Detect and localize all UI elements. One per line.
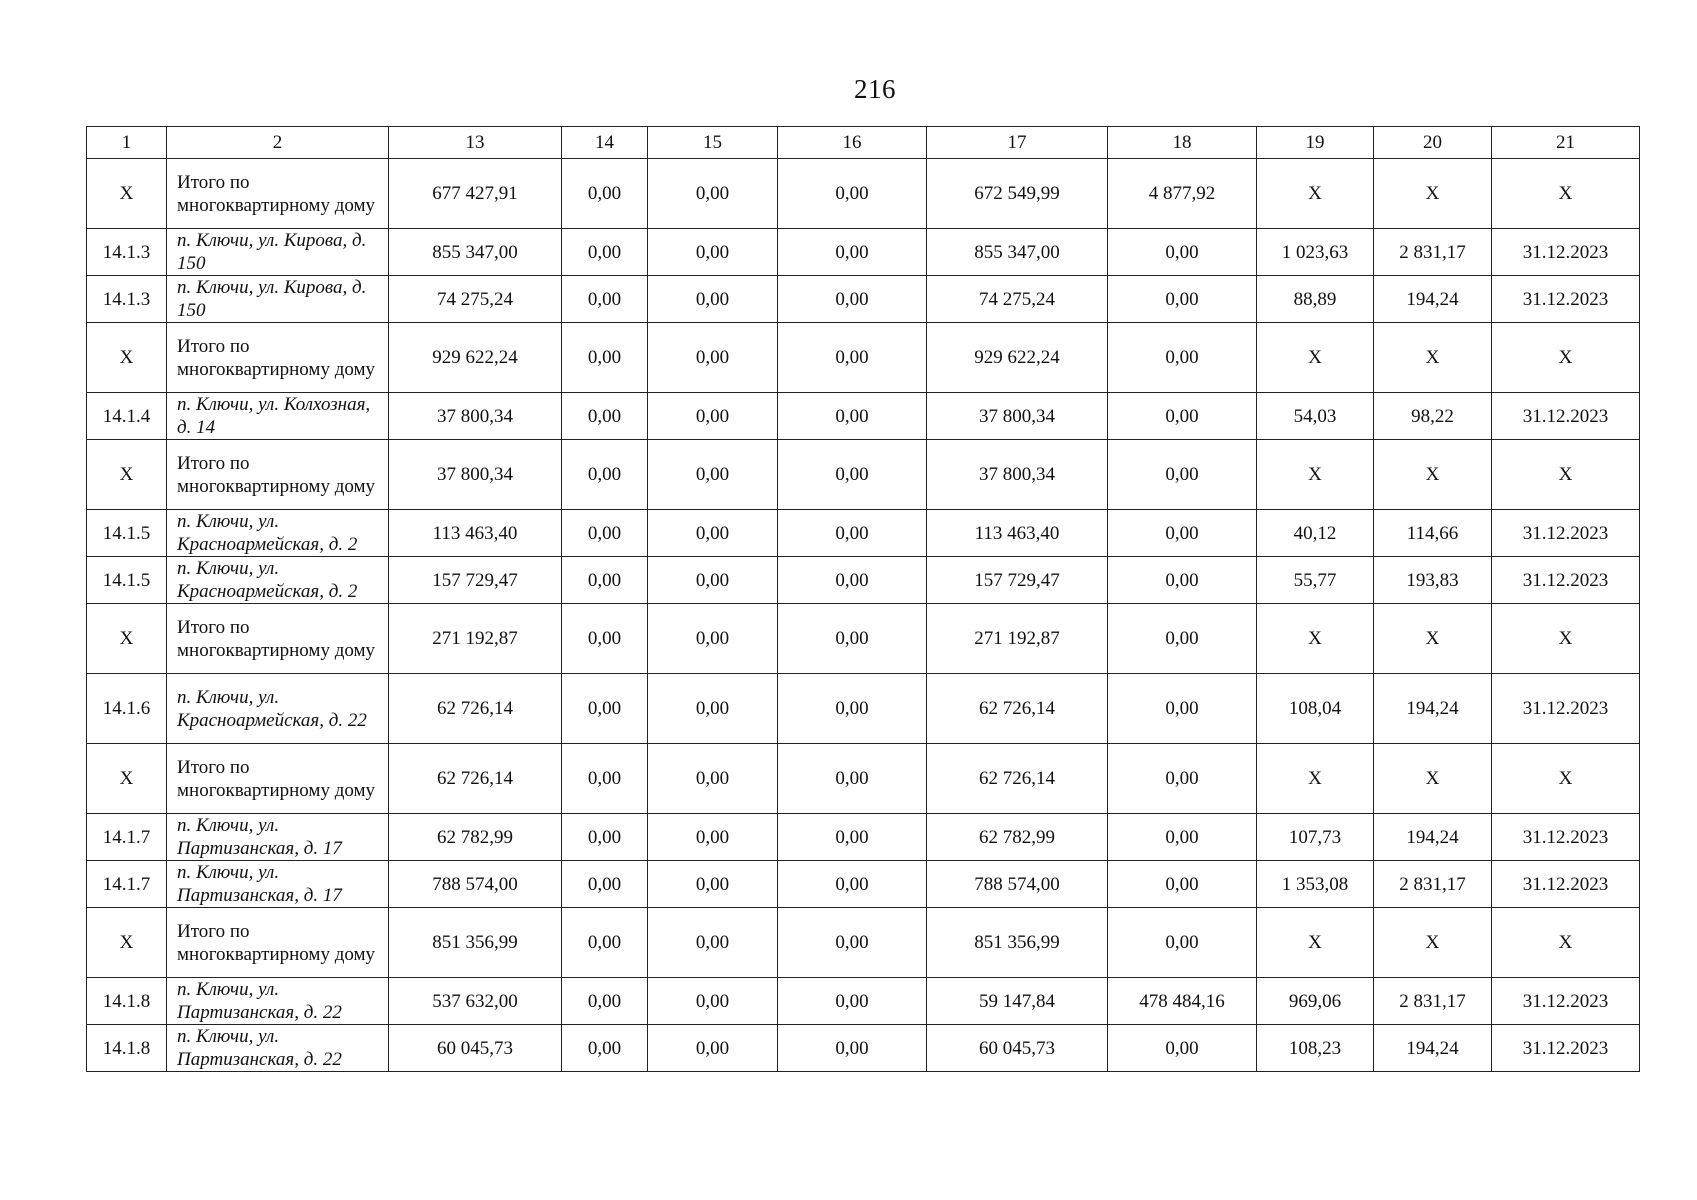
cell-col-14: 0,00 [562, 323, 648, 393]
cell-date: 31.12.2023 [1492, 229, 1640, 276]
cell-col-15: 0,00 [648, 1025, 778, 1072]
cell-col-19: 108,04 [1257, 674, 1374, 744]
cell-col-18: 0,00 [1108, 323, 1257, 393]
cell-date: 31.12.2023 [1492, 1025, 1640, 1072]
cell-col-19: 969,06 [1257, 978, 1374, 1025]
table-row [87, 978, 1640, 1025]
cell-date: X [1492, 159, 1640, 229]
table-row [87, 229, 1640, 276]
cell-row-number: X [87, 159, 167, 229]
cell-address: Итого по многоквартирному дому [167, 604, 389, 674]
cell-address: п. Ключи, ул. Кирова, д. 150 [167, 276, 389, 323]
cell-date: X [1492, 604, 1640, 674]
cell-col-16: 0,00 [778, 861, 927, 908]
cell-col-18: 0,00 [1108, 908, 1257, 978]
cell-col-14: 0,00 [562, 674, 648, 744]
cell-col-13: 537 632,00 [389, 978, 562, 1025]
cell-address: п. Ключи, ул. Партизанская, д. 17 [167, 861, 389, 908]
cell-col-19: 54,03 [1257, 393, 1374, 440]
cell-col-19: X [1257, 440, 1374, 510]
cell-address: Итого по многоквартирному дому [167, 908, 389, 978]
cell-address: Итого по многоквартирному дому [167, 323, 389, 393]
cell-col-13: 677 427,91 [389, 159, 562, 229]
column-header-2: 2 [167, 127, 389, 159]
table-row [87, 393, 1640, 440]
cell-col-14: 0,00 [562, 276, 648, 323]
cell-col-18: 0,00 [1108, 557, 1257, 604]
cell-col-19: 1 353,08 [1257, 861, 1374, 908]
cell-date: X [1492, 908, 1640, 978]
total-row [87, 440, 1640, 510]
cell-date: 31.12.2023 [1492, 557, 1640, 604]
cell-col-16: 0,00 [778, 159, 927, 229]
cell-col-18: 0,00 [1108, 674, 1257, 744]
column-header-14: 14 [562, 127, 648, 159]
cell-row-number: X [87, 323, 167, 393]
cell-address: п. Ключи, ул. Красноармейская, д. 22 [167, 674, 389, 744]
cell-col-19: 40,12 [1257, 510, 1374, 557]
cell-col-13: 855 347,00 [389, 229, 562, 276]
table-header-row [87, 127, 1640, 159]
cell-col-18: 0,00 [1108, 744, 1257, 814]
total-row [87, 908, 1640, 978]
cell-col-15: 0,00 [648, 510, 778, 557]
cell-row-number: 14.1.5 [87, 510, 167, 557]
cell-col-15: 0,00 [648, 393, 778, 440]
cell-col-19: X [1257, 604, 1374, 674]
cell-col-14: 0,00 [562, 557, 648, 604]
cell-col-13: 929 622,24 [389, 323, 562, 393]
cell-col-14: 0,00 [562, 604, 648, 674]
cell-address: п. Ключи, ул. Красноармейская, д. 2 [167, 510, 389, 557]
cell-col-15: 0,00 [648, 229, 778, 276]
cell-col-20: 114,66 [1374, 510, 1492, 557]
cell-col-15: 0,00 [648, 674, 778, 744]
cell-col-13: 60 045,73 [389, 1025, 562, 1072]
cell-col-16: 0,00 [778, 744, 927, 814]
cell-date: X [1492, 440, 1640, 510]
cell-address: Итого по многоквартирному дому [167, 744, 389, 814]
cell-col-18: 0,00 [1108, 604, 1257, 674]
cell-col-20: X [1374, 744, 1492, 814]
cell-col-17: 62 726,14 [927, 674, 1108, 744]
cell-col-16: 0,00 [778, 1025, 927, 1072]
cell-col-14: 0,00 [562, 440, 648, 510]
cell-row-number: X [87, 604, 167, 674]
cell-col-13: 851 356,99 [389, 908, 562, 978]
column-header-19: 19 [1257, 127, 1374, 159]
total-row [87, 159, 1640, 229]
cell-row-number: 14.1.6 [87, 674, 167, 744]
cell-col-19: 55,77 [1257, 557, 1374, 604]
cell-date: X [1492, 323, 1640, 393]
data-table [86, 126, 1640, 1072]
cell-col-16: 0,00 [778, 393, 927, 440]
cell-col-13: 74 275,24 [389, 276, 562, 323]
cell-col-20: X [1374, 159, 1492, 229]
cell-col-18: 0,00 [1108, 393, 1257, 440]
cell-col-14: 0,00 [562, 393, 648, 440]
table-row [87, 557, 1640, 604]
cell-col-19: 1 023,63 [1257, 229, 1374, 276]
total-row [87, 744, 1640, 814]
cell-col-14: 0,00 [562, 744, 648, 814]
cell-date: 31.12.2023 [1492, 978, 1640, 1025]
cell-col-16: 0,00 [778, 604, 927, 674]
cell-row-number: X [87, 908, 167, 978]
cell-col-14: 0,00 [562, 978, 648, 1025]
cell-col-19: 108,23 [1257, 1025, 1374, 1072]
cell-col-17: 37 800,34 [927, 440, 1108, 510]
column-header-17: 17 [927, 127, 1108, 159]
cell-col-20: 2 831,17 [1374, 861, 1492, 908]
cell-row-number: 14.1.7 [87, 814, 167, 861]
cell-col-13: 788 574,00 [389, 861, 562, 908]
cell-row-number: 14.1.4 [87, 393, 167, 440]
cell-col-15: 0,00 [648, 557, 778, 604]
cell-row-number: 14.1.8 [87, 978, 167, 1025]
cell-address: п. Ключи, ул. Партизанская, д. 22 [167, 1025, 389, 1072]
cell-col-20: X [1374, 323, 1492, 393]
cell-address: Итого по многоквартирному дому [167, 440, 389, 510]
cell-row-number: 14.1.5 [87, 557, 167, 604]
cell-date: 31.12.2023 [1492, 510, 1640, 557]
cell-col-15: 0,00 [648, 440, 778, 510]
cell-col-20: 98,22 [1374, 393, 1492, 440]
cell-col-13: 37 800,34 [389, 440, 562, 510]
cell-col-13: 62 726,14 [389, 674, 562, 744]
cell-col-17: 271 192,87 [927, 604, 1108, 674]
cell-col-20: 194,24 [1374, 814, 1492, 861]
cell-row-number: 14.1.8 [87, 1025, 167, 1072]
cell-address: п. Ключи, ул. Красноармейская, д. 2 [167, 557, 389, 604]
cell-col-14: 0,00 [562, 229, 648, 276]
cell-col-17: 157 729,47 [927, 557, 1108, 604]
table-row [87, 510, 1640, 557]
cell-col-16: 0,00 [778, 510, 927, 557]
cell-col-20: 2 831,17 [1374, 978, 1492, 1025]
cell-col-13: 157 729,47 [389, 557, 562, 604]
table-row [87, 674, 1640, 744]
cell-row-number: 14.1.3 [87, 276, 167, 323]
cell-date: X [1492, 744, 1640, 814]
cell-row-number: X [87, 440, 167, 510]
cell-date: 31.12.2023 [1492, 674, 1640, 744]
cell-col-20: 193,83 [1374, 557, 1492, 604]
total-row [87, 323, 1640, 393]
cell-col-18: 0,00 [1108, 510, 1257, 557]
cell-col-17: 60 045,73 [927, 1025, 1108, 1072]
column-header-20: 20 [1374, 127, 1492, 159]
cell-col-19: X [1257, 323, 1374, 393]
cell-col-14: 0,00 [562, 908, 648, 978]
column-header-15: 15 [648, 127, 778, 159]
column-header-13: 13 [389, 127, 562, 159]
cell-col-14: 0,00 [562, 861, 648, 908]
cell-col-18: 0,00 [1108, 229, 1257, 276]
cell-address: п. Ключи, ул. Партизанская, д. 17 [167, 814, 389, 861]
cell-col-18: 0,00 [1108, 440, 1257, 510]
cell-address: п. Ключи, ул. Кирова, д. 150 [167, 229, 389, 276]
cell-col-19: X [1257, 908, 1374, 978]
cell-col-18: 0,00 [1108, 861, 1257, 908]
column-header-1: 1 [87, 127, 167, 159]
cell-col-20: X [1374, 604, 1492, 674]
cell-col-13: 37 800,34 [389, 393, 562, 440]
page-number: 216 [854, 74, 896, 104]
cell-col-17: 62 782,99 [927, 814, 1108, 861]
cell-col-20: 194,24 [1374, 276, 1492, 323]
cell-col-15: 0,00 [648, 744, 778, 814]
cell-col-15: 0,00 [648, 604, 778, 674]
cell-col-17: 62 726,14 [927, 744, 1108, 814]
cell-col-18: 4 877,92 [1108, 159, 1257, 229]
cell-date: 31.12.2023 [1492, 861, 1640, 908]
cell-row-number: X [87, 744, 167, 814]
cell-col-16: 0,00 [778, 557, 927, 604]
cell-col-14: 0,00 [562, 1025, 648, 1072]
cell-col-19: X [1257, 159, 1374, 229]
cell-col-16: 0,00 [778, 814, 927, 861]
cell-address: Итого по многоквартирному дому [167, 159, 389, 229]
cell-col-15: 0,00 [648, 814, 778, 861]
cell-col-15: 0,00 [648, 159, 778, 229]
table-row [87, 861, 1640, 908]
cell-col-15: 0,00 [648, 908, 778, 978]
cell-col-17: 113 463,40 [927, 510, 1108, 557]
table-row [87, 814, 1640, 861]
cell-col-15: 0,00 [648, 978, 778, 1025]
cell-col-17: 788 574,00 [927, 861, 1108, 908]
cell-col-14: 0,00 [562, 510, 648, 557]
cell-col-15: 0,00 [648, 861, 778, 908]
cell-col-13: 62 726,14 [389, 744, 562, 814]
cell-col-17: 672 549,99 [927, 159, 1108, 229]
table-row [87, 1025, 1640, 1072]
column-header-18: 18 [1108, 127, 1257, 159]
column-header-21: 21 [1492, 127, 1640, 159]
table-body [87, 159, 1640, 1072]
cell-col-19: 88,89 [1257, 276, 1374, 323]
cell-col-13: 62 782,99 [389, 814, 562, 861]
cell-col-16: 0,00 [778, 908, 927, 978]
cell-address: п. Ключи, ул. Партизанская, д. 22 [167, 978, 389, 1025]
cell-col-16: 0,00 [778, 323, 927, 393]
cell-col-16: 0,00 [778, 229, 927, 276]
cell-col-15: 0,00 [648, 276, 778, 323]
cell-row-number: 14.1.3 [87, 229, 167, 276]
cell-col-20: 194,24 [1374, 674, 1492, 744]
cell-col-18: 0,00 [1108, 814, 1257, 861]
cell-col-14: 0,00 [562, 159, 648, 229]
cell-col-18: 0,00 [1108, 276, 1257, 323]
cell-col-20: 194,24 [1374, 1025, 1492, 1072]
cell-col-19: 107,73 [1257, 814, 1374, 861]
cell-col-17: 851 356,99 [927, 908, 1108, 978]
cell-col-16: 0,00 [778, 674, 927, 744]
table-row [87, 276, 1640, 323]
cell-col-17: 855 347,00 [927, 229, 1108, 276]
cell-col-13: 113 463,40 [389, 510, 562, 557]
cell-col-17: 59 147,84 [927, 978, 1108, 1025]
cell-col-16: 0,00 [778, 978, 927, 1025]
cell-col-20: X [1374, 908, 1492, 978]
cell-col-19: X [1257, 744, 1374, 814]
cell-col-16: 0,00 [778, 440, 927, 510]
cell-col-17: 929 622,24 [927, 323, 1108, 393]
cell-col-20: X [1374, 440, 1492, 510]
cell-address: п. Ключи, ул. Колхозная, д. 14 [167, 393, 389, 440]
cell-col-15: 0,00 [648, 323, 778, 393]
cell-date: 31.12.2023 [1492, 393, 1640, 440]
cell-row-number: 14.1.7 [87, 861, 167, 908]
cell-col-20: 2 831,17 [1374, 229, 1492, 276]
column-header-16: 16 [778, 127, 927, 159]
cell-col-17: 37 800,34 [927, 393, 1108, 440]
cell-col-14: 0,00 [562, 814, 648, 861]
cell-col-18: 0,00 [1108, 1025, 1257, 1072]
cell-col-17: 74 275,24 [927, 276, 1108, 323]
cell-col-18: 478 484,16 [1108, 978, 1257, 1025]
cell-col-16: 0,00 [778, 276, 927, 323]
total-row [87, 604, 1640, 674]
cell-date: 31.12.2023 [1492, 276, 1640, 323]
cell-date: 31.12.2023 [1492, 814, 1640, 861]
cell-col-13: 271 192,87 [389, 604, 562, 674]
